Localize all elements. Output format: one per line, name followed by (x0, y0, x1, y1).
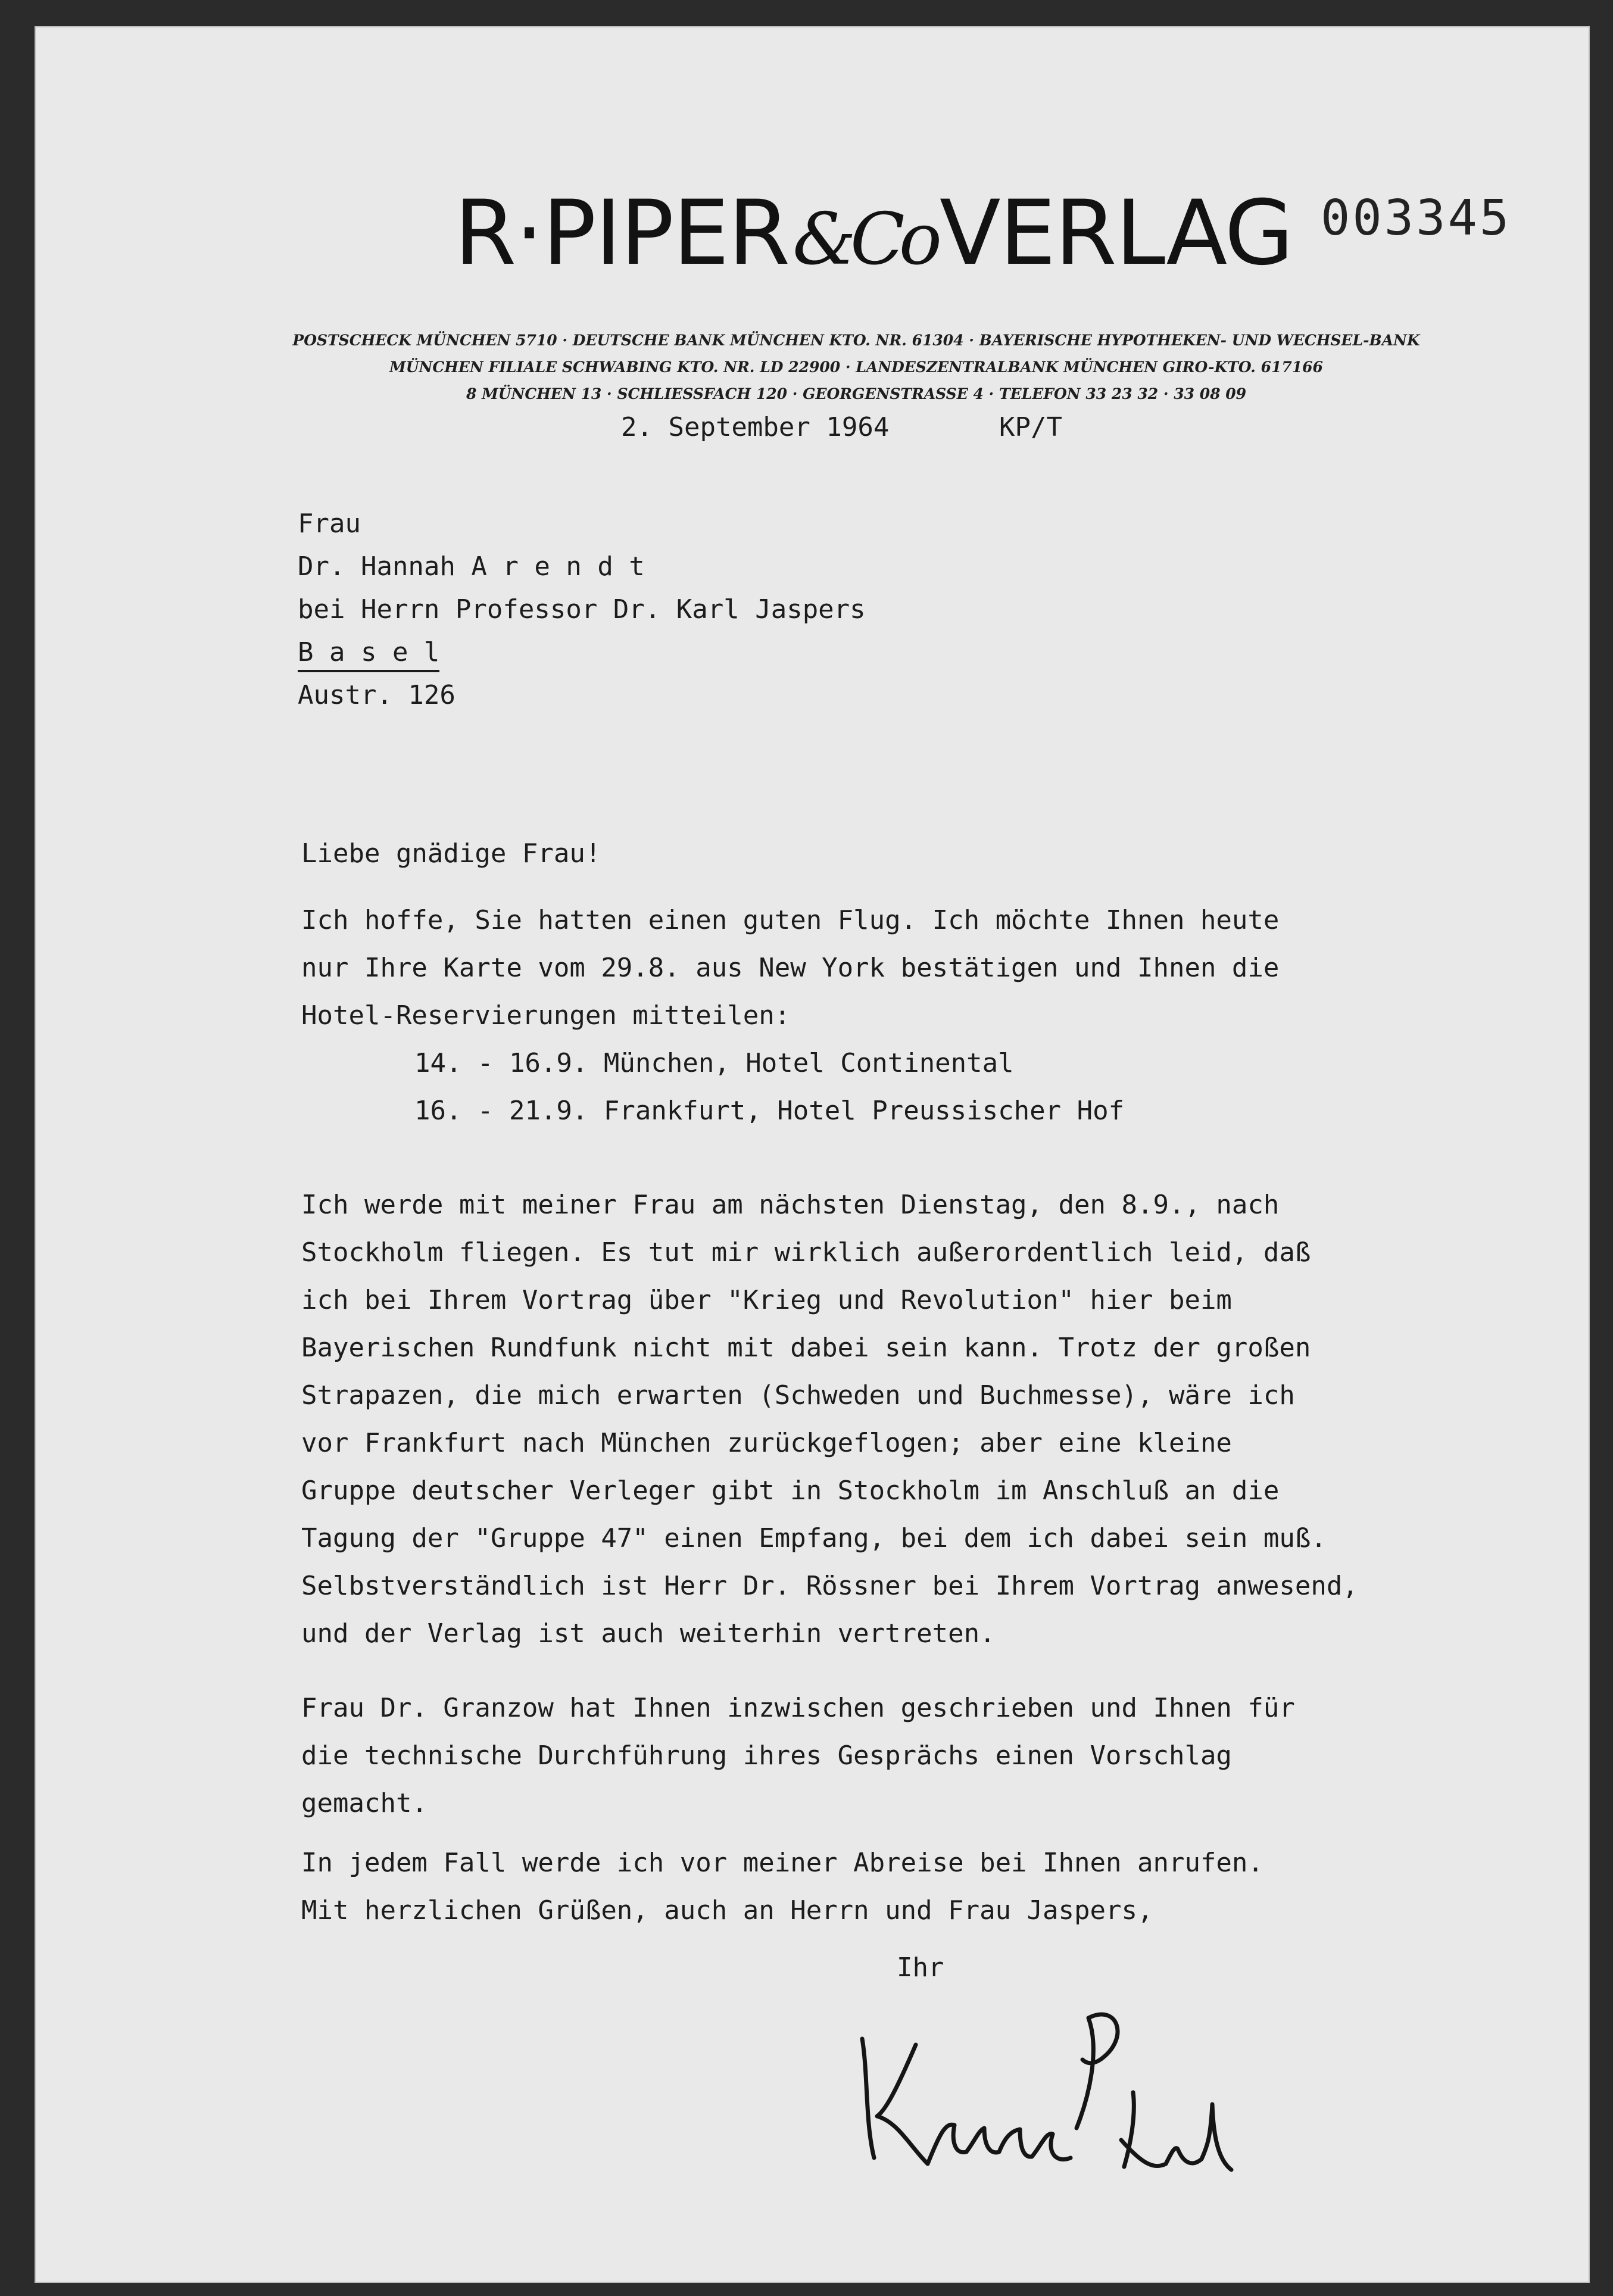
paragraph-line: Hotel-Reservierungen mitteilen: (301, 1000, 791, 1031)
paragraph-line: gemacht. (301, 1788, 428, 1818)
paragraph-line: ich bei Ihrem Vortrag über "Krieg und Revolution" hier beim (301, 1285, 1232, 1315)
bank-details (237, 327, 1475, 407)
paragraph-line: Bayerischen Rundfunk nicht mit dabei sein kann. Trotz der großen (301, 1333, 1311, 1363)
address-line: Dr. Hannah A r e n d t (298, 551, 645, 582)
bank-line: POSTSCHECK MÜNCHEN 5710 · DEUTSCHE BANK MÜNCHEN KTO. NR. 61304 · BAYERISCHE HYPOTHEKEN- UND WECHSEL-BANK (292, 332, 1420, 349)
address-line: Frau (298, 509, 361, 539)
hotel-line: 16. - 21.9. Frankfurt, Hotel Preussischer Hof (414, 1096, 1125, 1126)
paragraph-line: vor Frankfurt nach München zurückgeflogen; aber eine kleine (301, 1428, 1232, 1458)
hotel-line: 14. - 16.9. München, Hotel Continental (414, 1048, 1014, 1078)
paragraph-1 (301, 897, 1279, 1135)
closing: Ihr (897, 1952, 944, 1983)
letter-date: 2. September 1964 (621, 412, 890, 442)
paragraph-line: Selbstverständlich ist Herr Dr. Rössner bei Ihrem Vortrag anwesend, (301, 1571, 1358, 1601)
reference-code: KP/T (999, 412, 1062, 442)
city-underlined: B a s e l (298, 637, 439, 672)
logo-ampersand: &Co (793, 198, 936, 281)
address-line: bei Herrn Professor Dr. Karl Jaspers (298, 594, 866, 625)
paragraph-line: nur Ihre Karte vom 29.8. aus New York bestätigen und Ihnen die (301, 953, 1280, 983)
letter-page (35, 26, 1590, 2283)
paragraph-line: Mit herzlichen Grüßen, auch an Herrn und Frau Jaspers, (301, 1895, 1153, 1926)
paragraph-line: Tagung der "Gruppe 47" einen Empfang, bei dem ich dabei sein muß. (301, 1523, 1327, 1553)
paragraph-line: Strapazen, die mich erwarten (Schweden und Buchmesse), wäre ich (301, 1380, 1295, 1411)
logo-text-left: R·PIPER (454, 182, 790, 285)
paragraph-line: Ich werde mit meiner Frau am nächsten Dienstag, den 8.9., nach (301, 1190, 1280, 1220)
paragraph-line: In jedem Fall werde ich vor meiner Abreise bei Ihnen anrufen. (301, 1848, 1263, 1878)
logo-text-right: VERLAG (939, 182, 1293, 285)
paragraph-4 (301, 1839, 1263, 1935)
salutation: Liebe gnädige Frau! (301, 838, 601, 869)
recipient-address (298, 503, 866, 717)
paragraph-2 (301, 1181, 1358, 1658)
publisher-logo (454, 174, 1293, 293)
paragraph-line: Gruppe deutscher Verleger gibt in Stockholm im Anschluß an die (301, 1475, 1280, 1506)
paragraph-3 (301, 1684, 1295, 1827)
bank-line: 8 MÜNCHEN 13 · SCHLIESSFACH 120 · GEORGENSTRASSE 4 · TELEFON 33 23 32 · 33 08 09 (466, 385, 1247, 403)
paragraph-line: Ich hoffe, Sie hatten einen guten Flug. Ich möchte Ihnen heute (301, 905, 1280, 935)
paragraph-line: die technische Durchführung ihres Gesprächs einen Vorschlag (301, 1740, 1232, 1771)
address-street: Austr. 126 (298, 680, 455, 710)
bank-line: MÜNCHEN FILIALE SCHWABING KTO. NR. LD 22900 · LANDESZENTRALBANK MÜNCHEN GIRO-KTO. 617166 (389, 358, 1323, 376)
address-city (298, 631, 866, 674)
handwritten-signature (850, 2003, 1255, 2200)
paragraph-line: Stockholm fliegen. Es tut mir wirklich außerordentlich leid, daß (301, 1237, 1311, 1268)
document-number: 003345 (1321, 190, 1512, 247)
paragraph-line: Frau Dr. Granzow hat Ihnen inzwischen geschrieben und Ihnen für (301, 1693, 1295, 1723)
paragraph-line: und der Verlag ist auch weiterhin vertreten. (301, 1618, 996, 1649)
